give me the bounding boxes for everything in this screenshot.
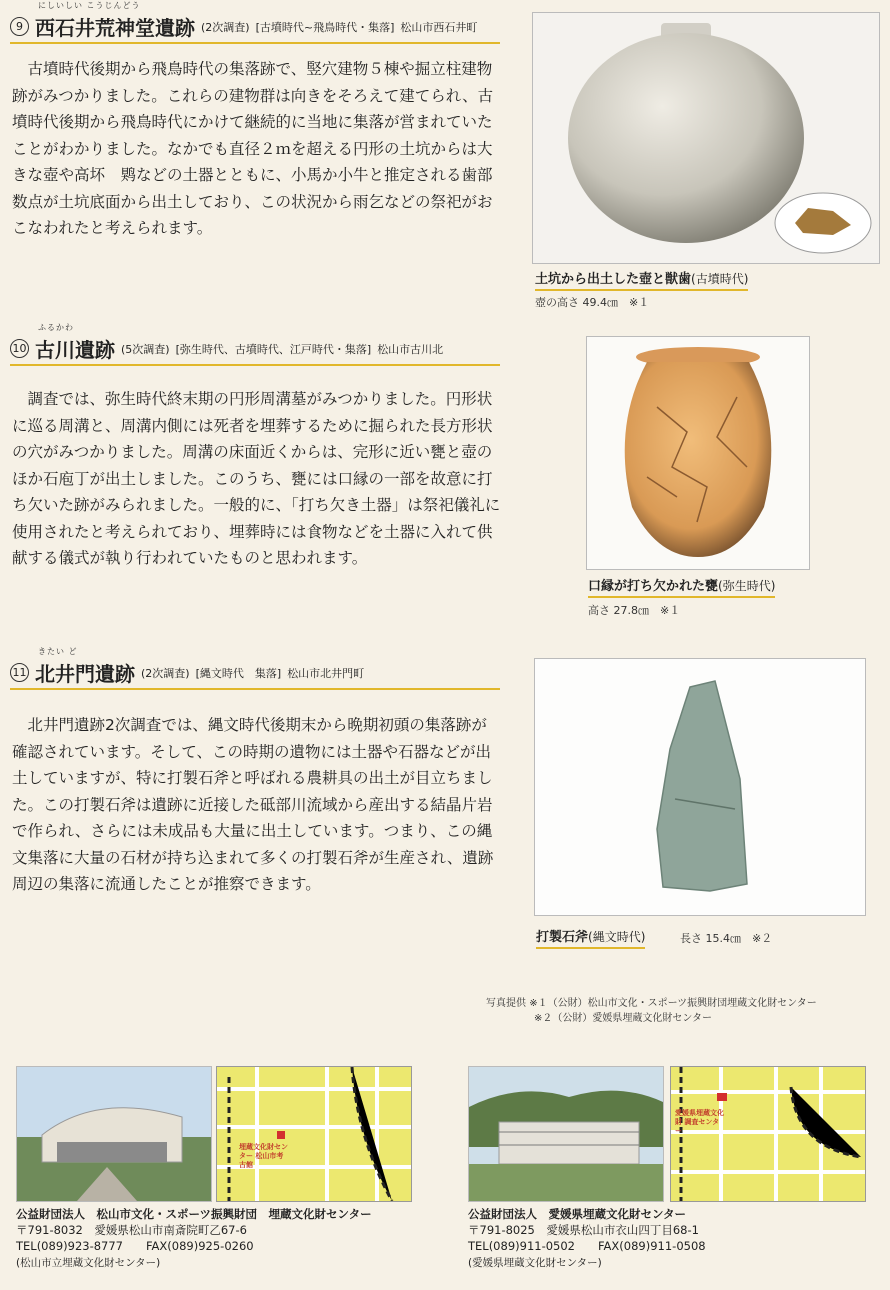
- axe-caption: 打製石斧(縄文時代): [536, 926, 645, 949]
- site-name: 北井門遺跡: [35, 662, 135, 686]
- credit-line-1: ※１（公財）松山市文化・スポーツ振興財団埋蔵文化財センター: [529, 998, 817, 1009]
- stone-axe-image: [535, 659, 865, 915]
- site-location: 松山市北井門町: [287, 666, 365, 680]
- jar-photo: [532, 12, 880, 264]
- site-location: 松山市西石井町: [400, 20, 478, 34]
- center-1-photo: [16, 1066, 212, 1202]
- org-2-info: [468, 1206, 706, 1271]
- site-survey: (2次調査): [201, 20, 250, 34]
- site-description: 調査では、弥生時代終末期の円形周溝墓がみつかりました。円形状に巡る周溝と、周溝内側には死者を埋葬するために掘られた長方形状の穴がみつかりました。周溝の床面近くからは、完形に近い甕と壺のほか石庖丁が出土しました。このうち、甕には口縁の一部を故意に打ち欠いた跡がみられました。一般的に、「打ち欠き土器」は祭祀儀礼に使用されたと考えられており、埋葬時には食物などを土器に入れて供献する儀式が執り行われていたものと思われます。: [12, 390, 501, 567]
- center-1-map: [216, 1066, 412, 1202]
- site-description: 北井門遺跡2次調査では、縄文時代後期末から晩期初頭の集落跡が確認されています。そして、この時期の遺物には土器や石器などが出土していますが、特に打製石斧と呼ばれる農耕具の出土が目立ちました。この打製石斧は遺跡に近接した砥部川流域から産出する結晶片岩で作られ、さらには未成品も大量に出土しています。つまり、この縄文集落に大量の石材が持ち込まれて多くの打製石斧が生産され、遺跡周辺の集落に流通したことが推察できます。: [12, 716, 494, 893]
- pot-photo: [586, 336, 810, 570]
- org-2-tel: TEL(089)911-0502 FAX(089)911-0508: [468, 1239, 706, 1253]
- site-period: [古墳時代~飛鳥時代・集落]: [255, 20, 395, 34]
- org-1-address: 〒791-8032 愛媛県松山市南斎院町乙67-6: [16, 1223, 247, 1237]
- photo-credits: [486, 996, 817, 1026]
- pot-size: 高さ 27.8㎝ ※１: [588, 604, 681, 617]
- site-number: 11: [10, 663, 29, 682]
- site-ruby: ふるかわ: [38, 323, 74, 332]
- org-2-name: 公益財団法人 愛媛県埋蔵文化財センター: [468, 1207, 687, 1221]
- org-1-name: 公益財団法人 松山市文化・スポーツ振興財団 埋蔵文化財センター: [16, 1207, 372, 1221]
- org-2-note: (愛媛県埋蔵文化財センター): [468, 1257, 602, 1269]
- site-heading-11: [10, 647, 500, 690]
- credit-line-2: ※２（公財）愛媛県埋蔵文化財センター: [534, 1013, 712, 1024]
- org-1-info: [16, 1206, 372, 1271]
- credit-label: 写真提供: [486, 998, 526, 1009]
- axe-size: 長さ 15.4㎝ ※２: [680, 932, 773, 945]
- site-ruby: にしいしい こうじんどう: [38, 1, 141, 10]
- site-heading-10: [10, 323, 500, 366]
- jar-size: 壺の高さ 49.4㎝ ※１: [535, 296, 650, 309]
- center-2-photo: [468, 1066, 664, 1202]
- map-2-label: 愛媛県埋蔵文化財 調査センター: [675, 1109, 724, 1135]
- site-number: 10: [10, 339, 29, 358]
- building-1-image: [17, 1067, 211, 1201]
- building-2-image: [469, 1067, 663, 1201]
- map-1-label: 埋蔵文化財センター 松山市考古館: [239, 1143, 288, 1169]
- pot-image: [587, 337, 809, 569]
- center-2-map: [670, 1066, 866, 1202]
- site-name: 古川遺跡: [35, 338, 115, 362]
- site-period: [縄文時代 集落]: [195, 666, 282, 680]
- site-heading-9: [10, 1, 500, 44]
- org-1-note: (松山市立埋蔵文化財センター): [16, 1257, 161, 1269]
- site-period: [弥生時代、古墳時代、江戸時代・集落]: [175, 342, 372, 356]
- stone-axe-photo: [534, 658, 866, 916]
- site-survey: (5次調査): [121, 342, 170, 356]
- site-survey: (2次調査): [141, 666, 190, 680]
- org-1-tel: TEL(089)923-8777 FAX(089)925-0260: [16, 1239, 254, 1253]
- jar-caption: 土坑から出土した壺と獣歯(古墳時代): [535, 268, 748, 291]
- map-1-image: [217, 1067, 411, 1201]
- site-description: 古墳時代後期から飛鳥時代の集落跡で、竪穴建物５棟や掘立柱建物跡がみつかりました。これらの建物群は向きをそろえて建てられ、古墳時代後期から飛鳥時代にかけて継続的に当地に集落が営まれていたことがわかりました。なかでも直径２ｍを超える円形の土坑からは大きな壺や高坏 䴗などの土器とともに、小馬か小牛と推定される歯部数点が土坑底面から出土しており、この状況から雨乞などの祭祀がおこなわれたと考えられます。: [12, 60, 494, 237]
- site-number: 9: [10, 17, 29, 36]
- site-location: 松山市古川北: [377, 342, 444, 356]
- pot-caption: 口縁が打ち欠かれた甕(弥生時代): [588, 575, 775, 598]
- site-name: 西石井荒神堂遺跡: [35, 16, 195, 40]
- site-ruby: きたい ど: [38, 647, 78, 656]
- org-2-address: 〒791-8025 愛媛県松山市衣山四丁目68-1: [468, 1223, 699, 1237]
- jar-image: [533, 13, 879, 263]
